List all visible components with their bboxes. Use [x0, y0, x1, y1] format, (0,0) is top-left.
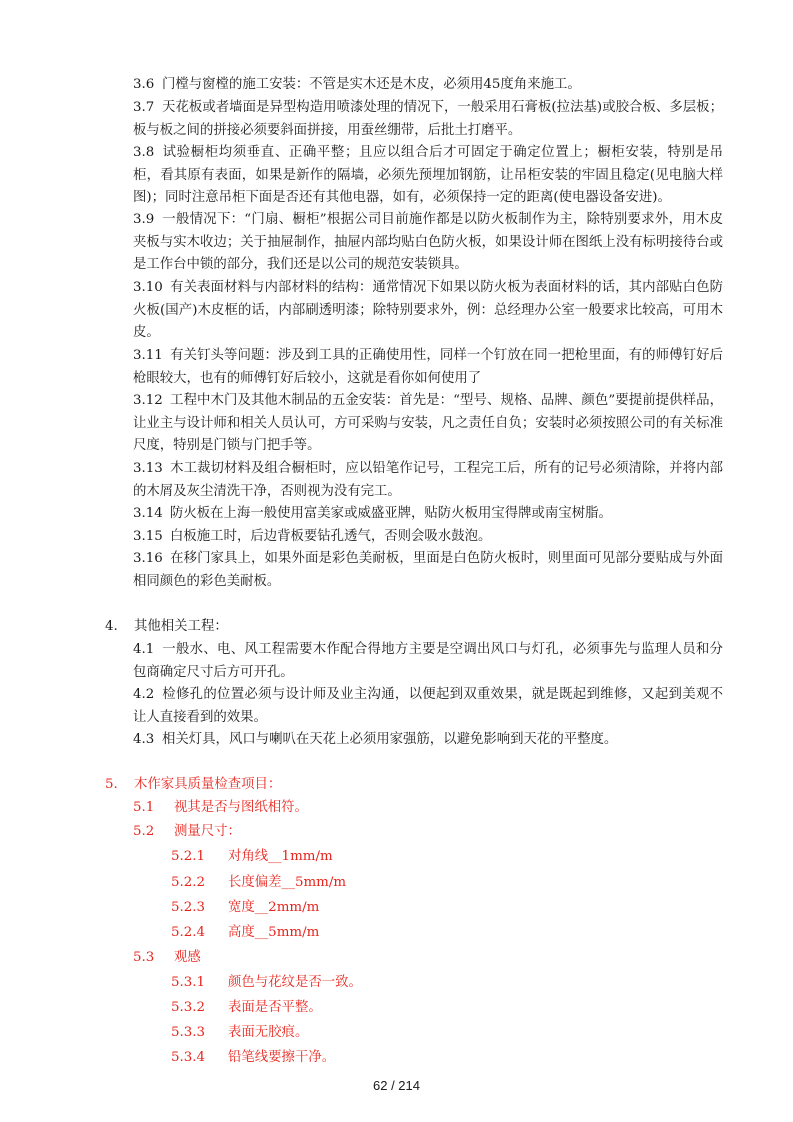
clause-number: 3.11	[133, 348, 163, 363]
clause-text: 对角线__1mm/m	[228, 849, 333, 864]
clause-number: 4.3	[133, 732, 155, 747]
section-title: 木作家具质量检查项目：	[134, 777, 282, 792]
clause-number: 5.3	[133, 950, 155, 965]
clause-4-3	[133, 729, 723, 752]
section-title: 其他相关工程：	[134, 619, 228, 634]
clause-5-1	[133, 797, 308, 820]
clause-text: 颜色与花纹是否一致。	[228, 975, 362, 990]
clause-5-2	[133, 821, 241, 844]
clause-text: 防火板在上海一般使用富美家或威盛亚牌，贴防火板用宝得牌或南宝树脂。	[170, 506, 612, 521]
clause-text: 有关钉头等问题：涉及到工具的正确使用性，同样一个钉放在同一把枪里面，有的师傅钉好后枪眼较大，也有的师傅钉好后较小，这就是看你如何使用了	[133, 348, 723, 386]
clause-number: 5.1	[133, 800, 155, 815]
clause-text: 宽度__2mm/m	[228, 900, 320, 915]
clause-3-6	[133, 74, 723, 97]
clause-text: 相关灯具，风口与喇叭在天花上必须用家强筋，以避免影响到天花的平整度。	[162, 732, 618, 747]
clause-number: 3.8	[133, 145, 155, 160]
clause-5-2-2	[171, 872, 346, 895]
clause-text: 测量尺寸：	[174, 824, 241, 839]
clause-number: 3.7	[133, 100, 155, 115]
section-5-heading	[105, 774, 281, 797]
clause-text: 表面无胶痕。	[228, 1025, 309, 1040]
clause-text: 视其是否与图纸相符。	[174, 800, 308, 815]
clause-4-2	[133, 684, 723, 729]
clause-text: 工程中木门及其他木制品的五金安装：首先是：“型号、规格、品牌、颜色”要提前提供样品，让业主与设计师和相关人员认可，方可采购与安装，凡之责任自负；安装时必须按照公司的有关标准尺度，特别是门锁与门把手等。	[133, 393, 723, 454]
clause-text: 表面是否平整。	[228, 1000, 322, 1015]
clause-text: 门樘与窗樘的施工安装：不管是实木还是木皮，必须用45度角来施工。	[162, 77, 581, 92]
clause-5-3-1	[171, 972, 362, 995]
clause-text: 一般情况下：“门扇、橱柜”根据公司目前施作都是以防火板制作为主，除特别要求外，用木皮夹板与实木收边；关于抽屉制作，抽屉内部均贴白色防火板，如果设计师在图纸上没有标明接待台或是工作台中锁的部分，我们还是以公司的规范安装锁具。	[133, 212, 723, 273]
clause-4-1	[133, 639, 723, 684]
clause-number: 3.10	[133, 280, 163, 295]
clause-number: 3.14	[133, 506, 163, 521]
clause-text: 白板施工时，后边背板要钻孔透气，否则会吸水鼓泡。	[170, 529, 492, 544]
clause-text: 在移门家具上，如果外面是彩色美耐板，里面是白色防火板时，则里面可见部分要贴成与外面相同颜色的彩色美耐板。	[133, 551, 723, 589]
clause-text: 高度__5mm/m	[228, 925, 320, 940]
clause-3-7	[133, 97, 723, 142]
clause-number: 3.6	[133, 77, 155, 92]
page-number: 62 / 214	[373, 1078, 420, 1093]
clause-number: 3.15	[133, 529, 163, 544]
section-number: 4.	[105, 619, 118, 634]
clause-text: 天花板或者墙面是异型构造用喷漆处理的情况下，一般采用石膏板(拉法基)或胶合板、多层板；板与板之间的拼接必须要斜面拼接，用蚕丝绷带，后批土打磨平。	[133, 100, 723, 138]
clause-text: 试验橱柜均须垂直、正确平整；且应以组合后才可固定于确定位置上；橱柜安装，特别是吊柜，看其原有表面，如果是新作的隔墙，必须先预埋加钢筋，让吊柜安装的牢固且稳定(见电脑大样图)；同时注意吊柜下面是否还有其他电器，如有，必须保持一定的距离(使电器设备安进)。	[133, 145, 723, 206]
clause-5-2-1	[171, 846, 333, 869]
clause-3-9	[133, 209, 723, 277]
clause-text: 检修孔的位置必须与设计师及业主沟通，以便起到双重效果，就是既起到维修，又起到美观不让人直接看到的效果。	[133, 687, 723, 725]
clause-number: 5.2.2	[171, 875, 206, 890]
clause-number: 3.13	[133, 461, 163, 476]
clause-3-12	[133, 390, 723, 458]
clause-5-3	[133, 947, 201, 970]
clause-text: 长度偏差__5mm/m	[228, 875, 347, 890]
clause-number: 3.12	[133, 393, 163, 408]
clause-5-3-4	[171, 1047, 335, 1070]
clause-number: 5.2.4	[171, 925, 206, 940]
clause-3-10	[133, 277, 723, 345]
clause-3-15	[133, 526, 723, 549]
clause-text: 有关表面材料与内部材料的结构：通常情况下如果以防火板为表面材料的话，其内部贴白色防火板(国产)木皮框的话，内部刷透明漆；除特别要求外，例：总经理办公室一般要求比较高，可用木皮。	[133, 280, 723, 341]
section-number: 5.	[105, 777, 118, 792]
clause-number: 3.16	[133, 551, 163, 566]
clause-3-11	[133, 345, 723, 390]
clause-number: 5.2.1	[171, 849, 206, 864]
clause-number: 5.3.3	[171, 1025, 206, 1040]
section-4-heading	[105, 616, 228, 639]
clause-3-16	[133, 548, 723, 593]
clause-text: 铅笔线要擦干净。	[228, 1050, 336, 1065]
clause-number: 5.3.1	[171, 975, 206, 990]
clause-3-8	[133, 142, 723, 210]
clause-5-2-3	[171, 897, 319, 920]
clause-number: 3.9	[133, 212, 155, 227]
clause-number: 5.3.2	[171, 1000, 206, 1015]
clause-3-14	[133, 503, 723, 526]
clause-text: 木工裁切材料及组合橱柜时，应以铅笔作记号，工程完工后，所有的记号必须清除，并将内部的木屑及灰尘清洗干净，否则视为没有完工。	[133, 461, 723, 499]
clause-text: 一般水、电、风工程需要木作配合得地方主要是空调出风口与灯孔，必须事先与监理人员和分包商确定尺寸后方可开孔。	[133, 642, 723, 680]
clause-3-13	[133, 458, 723, 503]
clause-5-3-2	[171, 997, 322, 1020]
clause-text: 观感	[174, 950, 201, 965]
clause-number: 5.2	[133, 824, 155, 839]
clause-number: 4.2	[133, 687, 155, 702]
clause-number: 5.2.3	[171, 900, 206, 915]
clause-number: 4.1	[133, 642, 155, 657]
clause-number: 5.3.4	[171, 1050, 206, 1065]
clause-5-2-4	[171, 922, 319, 945]
clause-5-3-3	[171, 1022, 308, 1045]
